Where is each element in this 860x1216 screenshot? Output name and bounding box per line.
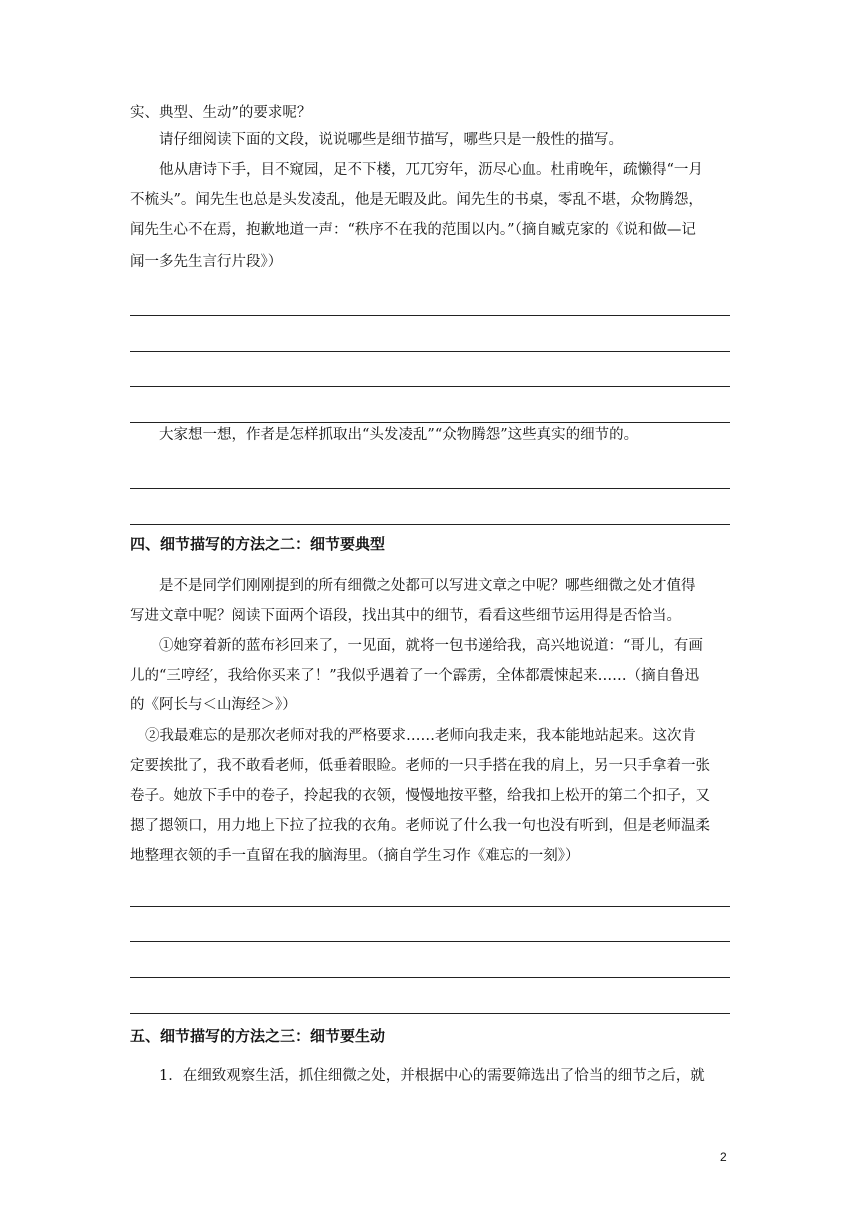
answer-line bbox=[130, 315, 730, 316]
text-line: 儿的“三哼经′，我给你买来了！”我似乎遇着了一个霹雳，全体都震悚起来……（摘自鲁迅 bbox=[130, 668, 700, 684]
answer-line bbox=[130, 1013, 730, 1014]
text-line: 写进文章中呢？阅读下面两个语段，找出其中的细节，看看这些细节运用得是否恰当。 bbox=[130, 608, 681, 624]
text-line: 地整理衣领的手一直留在我的脑海里。（摘自学生习作《难忘的一刻》） bbox=[130, 848, 580, 864]
answer-line bbox=[130, 386, 730, 387]
text-line: 的《阿长与＜山海经＞》） bbox=[130, 697, 297, 713]
text-line: 定要挨批了，我不敢看老师，低垂着眼睑。老师的一只手搭在我的肩上，另一只手拿着一张 bbox=[130, 758, 710, 774]
text-line: 摁了摁领口，用力地上下拉了拉我的衣角。老师说了什么我一句也没有听到，但是老师温柔 bbox=[130, 818, 710, 834]
text-line: 闻先生心不在焉，抱歉地道一声：“秩序不在我的范围以内。”（摘自臧克家的《说和做—记 bbox=[130, 222, 696, 238]
text-line: 大家想一想，作者是怎样抓取出“头发凌乱”“众物腾怨”这些真实的细节的。 bbox=[159, 427, 639, 443]
section-heading: 五、细节描写的方法之三：细节要生动 bbox=[130, 1027, 386, 1045]
answer-line bbox=[130, 906, 730, 907]
text-line: 他从唐诗下手，目不窥园，足不下楼，兀兀穷年，沥尽心血。杜甫晚年，疏懒得“一月 bbox=[159, 162, 703, 178]
text-line: ②我最难忘的是那次老师对我的严格要求……老师向我走来，我本能地站起来。这次肯 bbox=[145, 728, 696, 744]
text-line: 是不是同学们刚刚提到的所有细微之处都可以写进文章之中呢？哪些细微之处才值得 bbox=[159, 578, 696, 594]
answer-line bbox=[130, 488, 730, 489]
text-line: 实、典型、生动”的要求呢？ bbox=[130, 105, 312, 121]
text-line: 闻一多先生言行片段》） bbox=[130, 254, 283, 270]
text-line: 卷子。她放下手中的卷子，拎起我的衣领，慢慢地按平整，给我扣上松开的第二个扣子，又 bbox=[130, 788, 710, 804]
text-line: 请仔细阅读下面的文段，说说哪些是细节描写，哪些只是一般性的描写。 bbox=[159, 132, 623, 148]
text-line: 1．在细致观察生活，抓住细微之处，并根据中心的需要筛选出了恰当的细节之后，就 bbox=[159, 1068, 705, 1084]
answer-line bbox=[130, 422, 730, 423]
answer-line bbox=[130, 524, 730, 525]
answer-line bbox=[130, 941, 730, 942]
text-line: ①她穿着新的蓝布衫回来了，一见面，就将一包书递给我，高兴地说道：“哥儿，有画 bbox=[159, 638, 703, 654]
answer-line bbox=[130, 351, 730, 352]
section-heading: 四、细节描写的方法之二：细节要典型 bbox=[130, 535, 386, 553]
page-number: 2 bbox=[720, 1150, 727, 1164]
answer-line bbox=[130, 977, 730, 978]
text-line: 不梳头”。闻先生也总是头发凌乱，他是无暇及此。闻先生的书桌，零乱不堪，众物腾怨， bbox=[130, 192, 703, 208]
